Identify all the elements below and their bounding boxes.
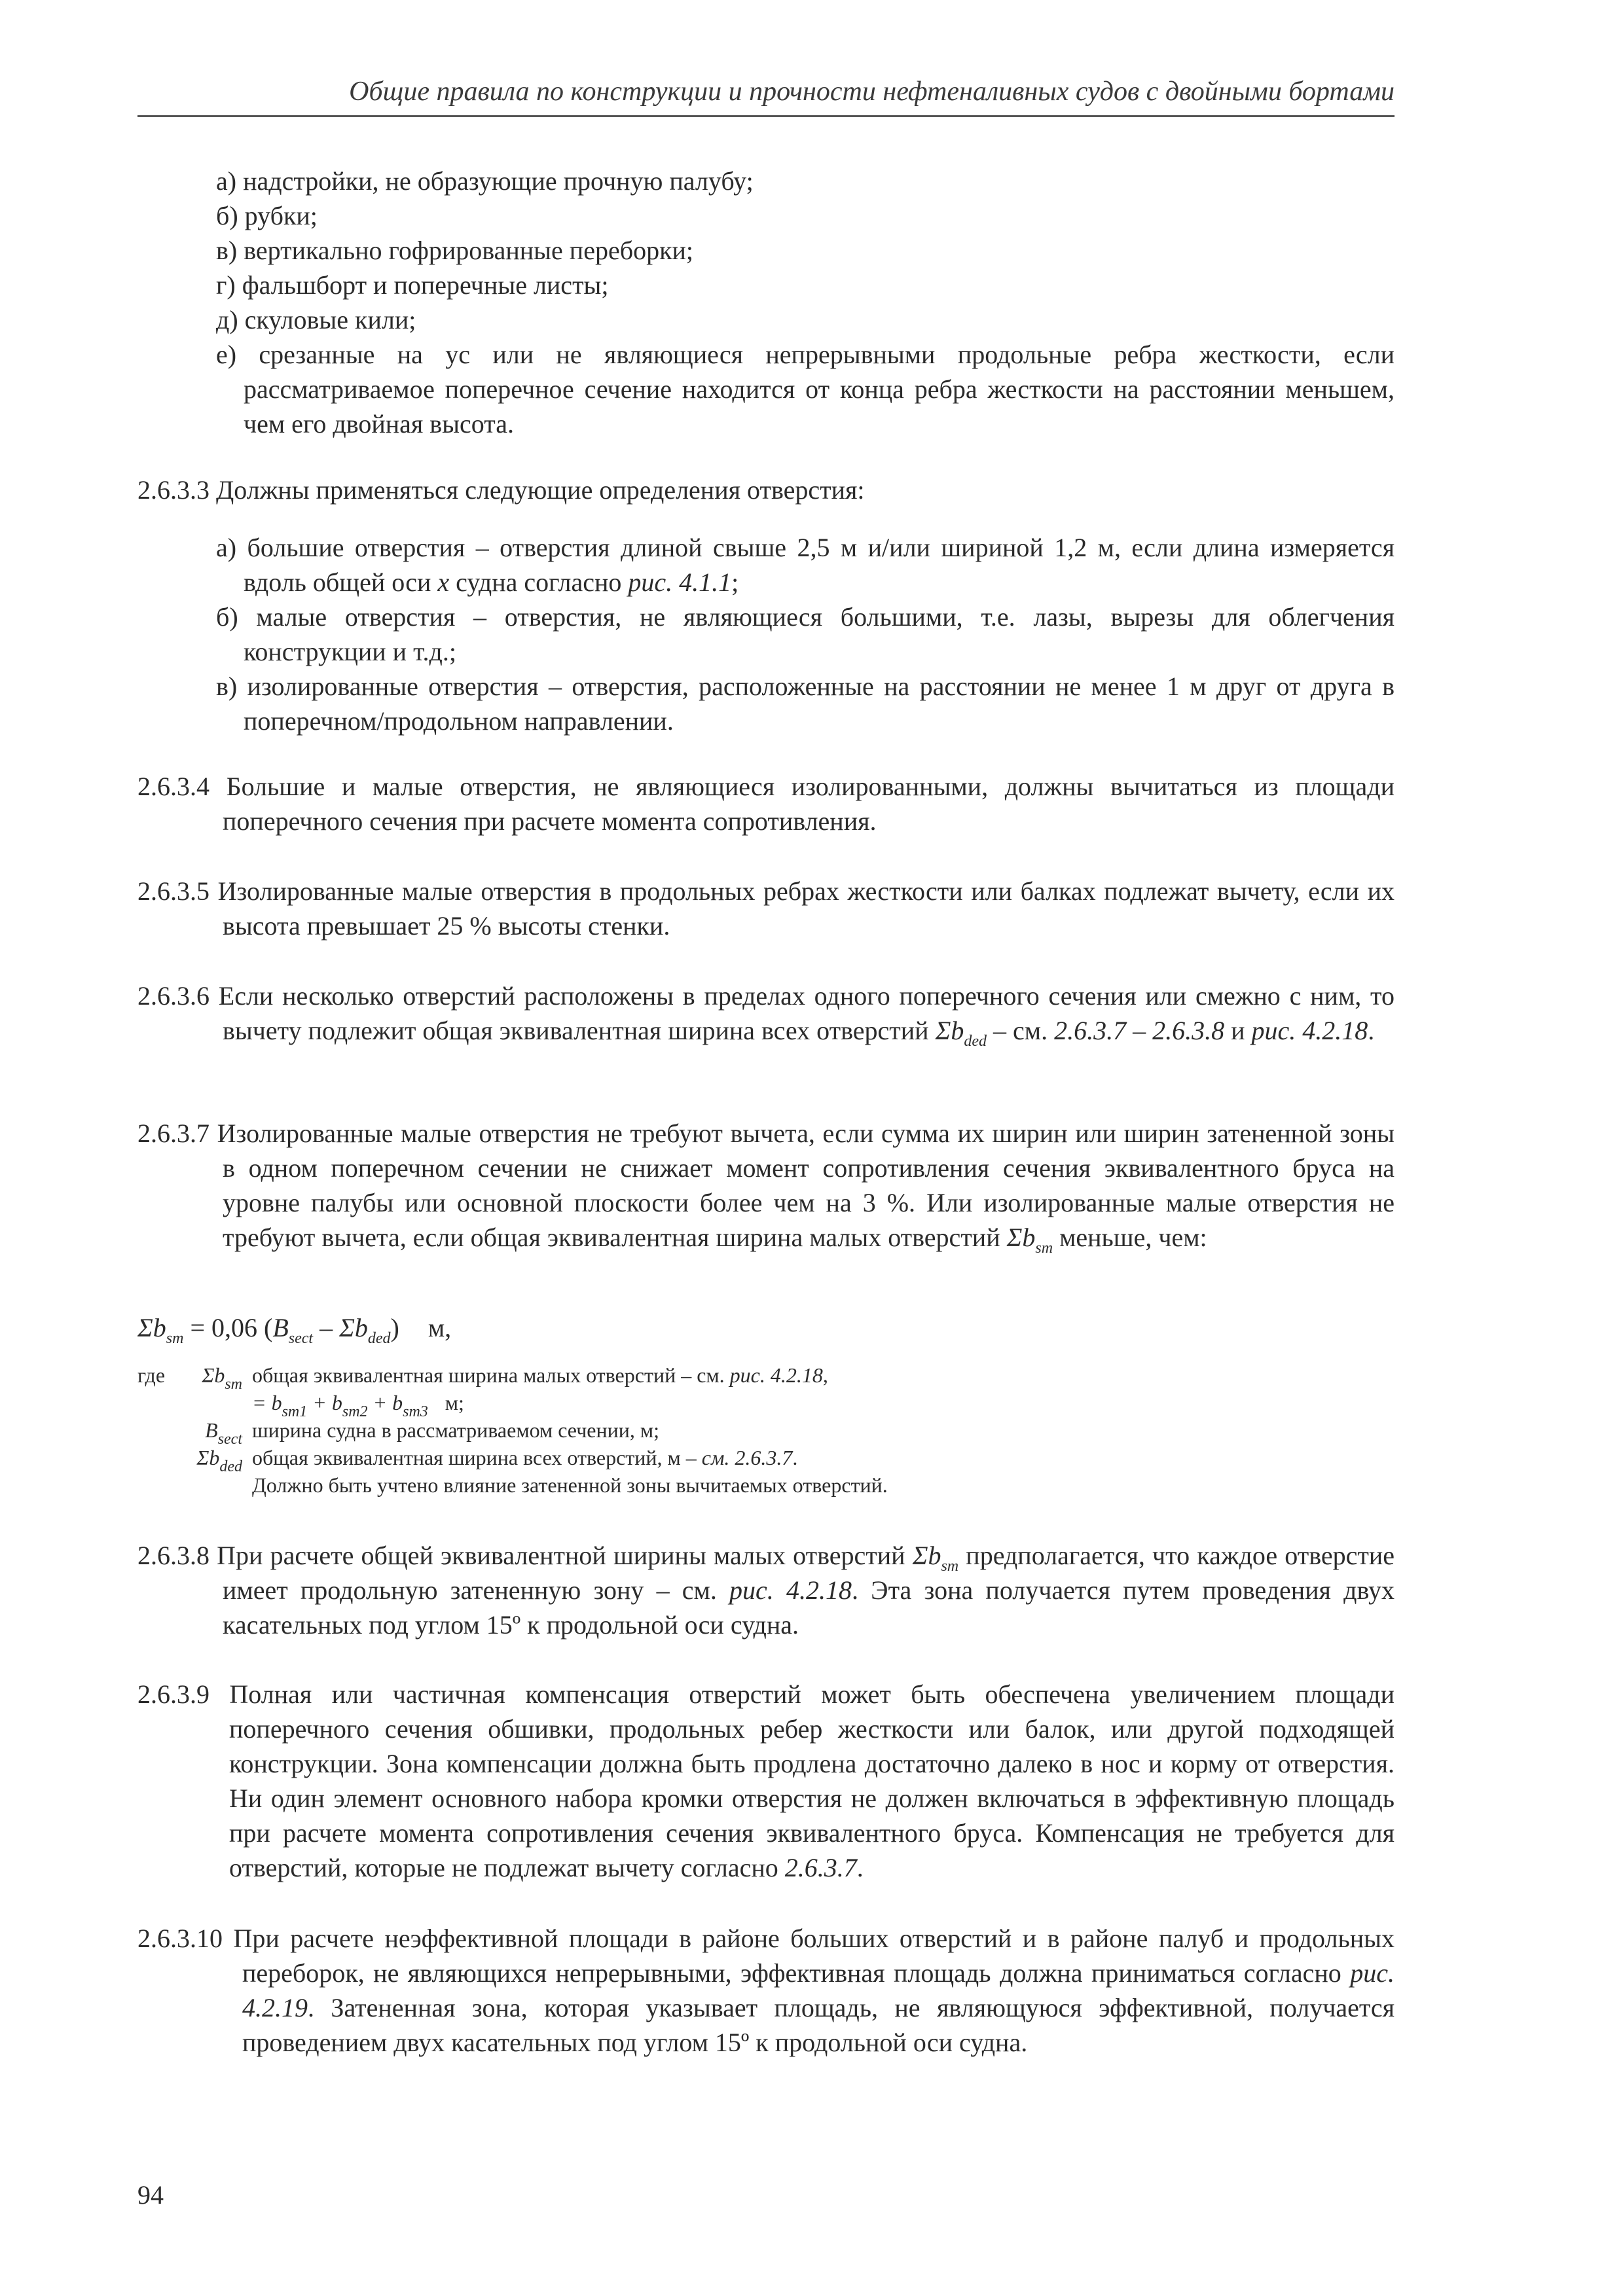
list-item: в) вертикально гофрированные переборки; [216, 236, 694, 265]
symbol-sum-b: Σb [1006, 1223, 1036, 1252]
where-row: Должно быть учтено влияние затененной зоны вычитаемых отверстий. [252, 1473, 888, 1497]
list-item-text: судна согласно [456, 567, 622, 597]
list-item: б) рубки; [216, 201, 318, 230]
list-item: е) срезанные на ус или не являющиеся непрерывными продольные ребра жесткости, если рассматриваемое поперечное сечение находится от конца ребра жесткости на расстоянии меньшем, чем его двойная высота. [216, 340, 1395, 439]
where-label: где [137, 1363, 166, 1387]
where-row: $\Sigma b_{ded}$ общая эквивалентная ширина всех отверстий, м – см. 2.6.3.7. [196, 1446, 798, 1475]
figure-reference: рис. 4.1.1 [628, 567, 732, 597]
where-definitions [137, 1361, 1316, 1499]
list-opening-definitions [216, 530, 1395, 738]
list-item-text: а) большие отверстия – отверстия длиной свыше 2,5 м и/или шириной 1,2 м, если длина измеряется вдоль общей оси [216, 533, 1395, 597]
clause-text: 2.6.3.4 Большие и малые отверстия, не являющиеся изолированными, должны вычитаться из площади поперечного сечения при расчете момента сопротивления. [137, 772, 1395, 836]
clause-2-6-3-4 [137, 769, 1395, 838]
symbol-sum-b: Σb [912, 1541, 941, 1570]
clause-2-6-3-9 [137, 1677, 1395, 1885]
clause-reference: 2.6.3.7 – 2.6.3.8 [1054, 1016, 1225, 1045]
where-row: = $b_{sm1} + b_{sm2} + b_{sm3}$ м; [252, 1391, 464, 1420]
figure-reference: рис. 4.2.19 [242, 1958, 1395, 2022]
clause-2-6-3-10 [137, 1921, 1395, 2060]
list-item: а) большие отверстия – отверстия длиной свыше 2,5 м и/или шириной 1,2 м, если длина измеряется вдоль общей оси x судна согласно рис. 4.1.1; [216, 533, 1395, 597]
clause-text: 2.6.3.10 При расчете неэффективной площади в районе больших отверстий и в районе палуб и продольных переборок, не являющихся непрерывными, эффективная площадь должна приниматься согласно рис. 4.2.19. Затененная зона, которая указывает площадь, не являющуюся эффективной, получается проведением двух касательных под углом 15º к продольной оси судна. [137, 1924, 1395, 2057]
axis-symbol: x [437, 567, 450, 597]
formula-sum-bsm: $\Sigma b_{sm} = 0,06$ $(B_{sect} - \Sigma b_{ded})$ м, [137, 1313, 452, 1347]
page-number: 94 [137, 2180, 164, 2210]
list-item: д) скуловые кили; [216, 305, 416, 334]
list-item: г) фальшборт и поперечные листы; [216, 270, 609, 300]
clause-text: 2.6.3.8 При расчете общей эквивалентной ширины малых отверстий $\Sigma b_{sm}$ предполагается, что каждое отверстие имеет продольную затененную зону – см. рис. 4.2.18. Эта зона получается путем проведения двух касательных под углом 15º к продольной оси судна. [137, 1541, 1395, 1640]
clause-2-6-3-8 [137, 1538, 1395, 1642]
symbol-sum-b: Σb [935, 1016, 964, 1045]
running-header: Общие правила по конструкции и прочности нефтеналивных судов с двойными бортами [349, 77, 1395, 107]
header-rule [137, 115, 1395, 117]
list-item: а) надстройки, не образующие прочную палубу; [216, 166, 754, 196]
list-excluded-elements [216, 164, 1395, 441]
clause-text: 2.6.3.9 Полная или частичная компенсация отверстий может быть обеспечена увеличением площади поперечного сечения обшивки, продольных ребер жесткости или балок, или другой подходящей конструкции. Зона компенсации должна быть продлена достаточно далеко в нос и корму от отверстия. Ни один элемент основного набора кромки отверстия не должен включаться в эффективную площадь при расчете момента сопротивления сечения эквивалентного бруса. Компенсация не требуется для отверстий, которые не подлежат вычету согласно 2.6.3.7. [137, 1679, 1395, 1882]
list-item: в) изолированные отверстия – отверстия, расположенные на расстоянии не менее 1 м друг от друга в поперечном/продольном направлении. [216, 672, 1395, 736]
clause-text: 2.6.3.7 Изолированные малые отверстия не требуют вычета, если сумма их ширин или ширин затененной зоны в одном поперечном сечении не снижает момент сопротивления сечения эквивалентного бруса на уровне палубы или основной плоскости более чем на 3 %. Или изолированные малые отверстия не требуют вычета, если общая эквивалентная ширина малых отверстий $\Sigma b_{sm}$ меньше, чем: [137, 1119, 1395, 1257]
clause-2-6-3-3-title: 2.6.3.3 Должны применяться следующие определения отверстия: [137, 475, 865, 505]
list-item: б) малые отверстия – отверстия, не являющиеся большими, т.е. лазы, вырезы для облегчения конструкции и т.д.; [216, 602, 1395, 666]
clause-2-6-3-7 [137, 1116, 1395, 1255]
clause-text: 2.6.3.6 Если несколько отверстий расположены в пределах одного поперечного сечения или смежно с ним, то вычету подлежит общая эквивалентная ширина всех отверстий $\Sigma b_{ded}$ – см. 2.6.3.7 – 2.6.3.8 и рис. 4.2.18. [137, 981, 1395, 1050]
figure-reference: рис. 4.2.18 [729, 1575, 852, 1605]
clause-text: 2.6.3.5 Изолированные малые отверстия в продольных ребрах жесткости или балках подлежат вычету, если их высота превышает 25 % высоты стенки. [137, 876, 1395, 941]
where-row: где $\Sigma b_{sm}$ общая эквивалентная ширина малых отверстий – см. рис. 4.2.18, [137, 1361, 1316, 1389]
where-row: $B_{sect}$ ширина судна в рассматриваемом сечении, м; [205, 1418, 660, 1448]
clause-2-6-3-6 [137, 978, 1395, 1048]
figure-reference: рис. 4.2.18 [1251, 1016, 1368, 1045]
clause-2-6-3-5 [137, 874, 1395, 943]
clause-reference: 2.6.3.7 [784, 1853, 857, 1882]
